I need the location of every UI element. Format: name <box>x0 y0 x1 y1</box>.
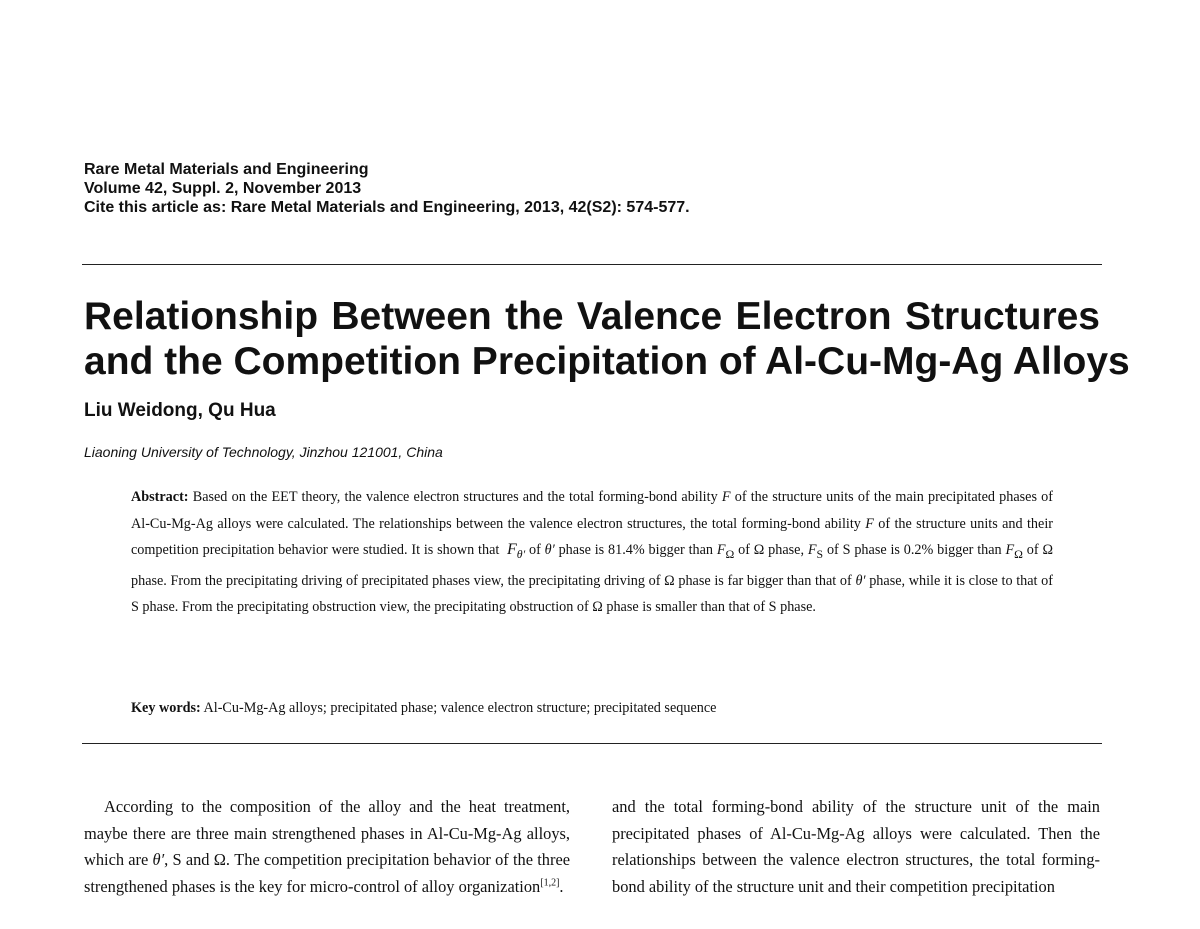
symbol-F-s: F <box>807 542 817 559</box>
keywords <box>131 698 716 718</box>
keywords-text: Al-Cu-Mg-Ag alloys; precipitated phase; valence electron structure; precipitated sequence <box>200 700 717 716</box>
body-text: . <box>559 876 564 896</box>
abstract-text: of <box>525 542 545 559</box>
affiliation: Liaoning University of Technology, Jinzhou 121001, China <box>84 444 443 460</box>
abstract-text: phase, while it is close to that of S phase. From the precipitating obstruction view, the precipitating obstruction of Ω phase is smaller than that of S phase. <box>131 572 1054 616</box>
paper-title <box>84 294 1130 384</box>
abstract-text: of Ω phase. From the precipitating driving of precipitated phases view, the precipitating driving of Ω phase is far bigger than that of <box>131 542 1053 589</box>
subscript-omega: Ω <box>725 547 735 562</box>
body-text: , S and Ω. The competition precipitation behavior of the three strengthened phases is the key for micro-control of alloy organization <box>84 850 570 896</box>
keywords-label: Key words: <box>131 700 201 716</box>
subscript-s: S <box>816 547 824 562</box>
abstract-label: Abstract: <box>131 489 189 505</box>
abstract-text: of Ω phase, <box>734 542 808 559</box>
title-line-2: and the Competition Precipitation of Al-Cu-Mg-Ag Alloys <box>84 340 1130 383</box>
symbol-theta-prime: θ′ <box>855 572 866 589</box>
symbol-F-omega: F <box>1005 542 1015 559</box>
symbol-theta-prime: θ′ <box>544 542 555 559</box>
body-column-left <box>84 794 570 900</box>
subscript-omega: Ω <box>1014 547 1023 562</box>
authors: Liu Weidong, Qu Hua <box>84 400 276 421</box>
symbol-F: F <box>721 489 731 505</box>
abstract-text: Based on the EET theory, the valence electron structures and the total forming-bond ability <box>188 489 722 505</box>
body-text: and the total forming-bond ability of the structure unit of the main precipitated phases of Al-Cu-Mg-Ag alloys were calculated. Then the relationships between the valence electron structures, the total forming-bond ability of the structure unit and their competition precipitation <box>612 797 1100 896</box>
abstract-text: of the structure units of the main precipitated phases of Al-Cu-Mg-Ag alloys were calculated. The relationships between the valence electron structures, the total forming-bond ability <box>131 489 1053 532</box>
journal-volume: Volume 42, Suppl. 2, November 2013 <box>84 180 362 197</box>
symbol-F: F <box>865 515 874 532</box>
citation-ref[interactable]: [1,2] <box>540 877 560 889</box>
abstract <box>131 484 1053 621</box>
abstract-text: of S phase is 0.2% bigger than <box>823 542 1006 559</box>
symbol-F-theta: F <box>507 541 517 559</box>
journal-name: Rare Metal Materials and Engineering <box>84 161 369 178</box>
symbol-theta-prime: θ′ <box>152 850 165 870</box>
journal-header <box>84 160 690 217</box>
abstract-text: phase is 81.4% bigger than <box>554 542 717 559</box>
body-column-right <box>612 794 1100 900</box>
bottom-rule <box>82 743 1102 744</box>
body-text: According to the composition of the alloy and the heat treatment, maybe there are three main strengthened phases in Al-Cu-Mg-Ag alloys, which are <box>84 797 570 870</box>
top-rule <box>82 264 1102 265</box>
citation-line: Cite this article as: Rare Metal Materials and Engineering, 2013, 42(S2): 574-577. <box>84 199 690 216</box>
subscript-theta: θ′ <box>516 547 526 562</box>
title-line-1: Relationship Between the Valence Electron Structures <box>84 295 1100 338</box>
symbol-F-omega: F <box>716 542 726 559</box>
abstract-text: of the structure units and their competition precipitation behavior were studied. It is shown that <box>131 515 1053 559</box>
